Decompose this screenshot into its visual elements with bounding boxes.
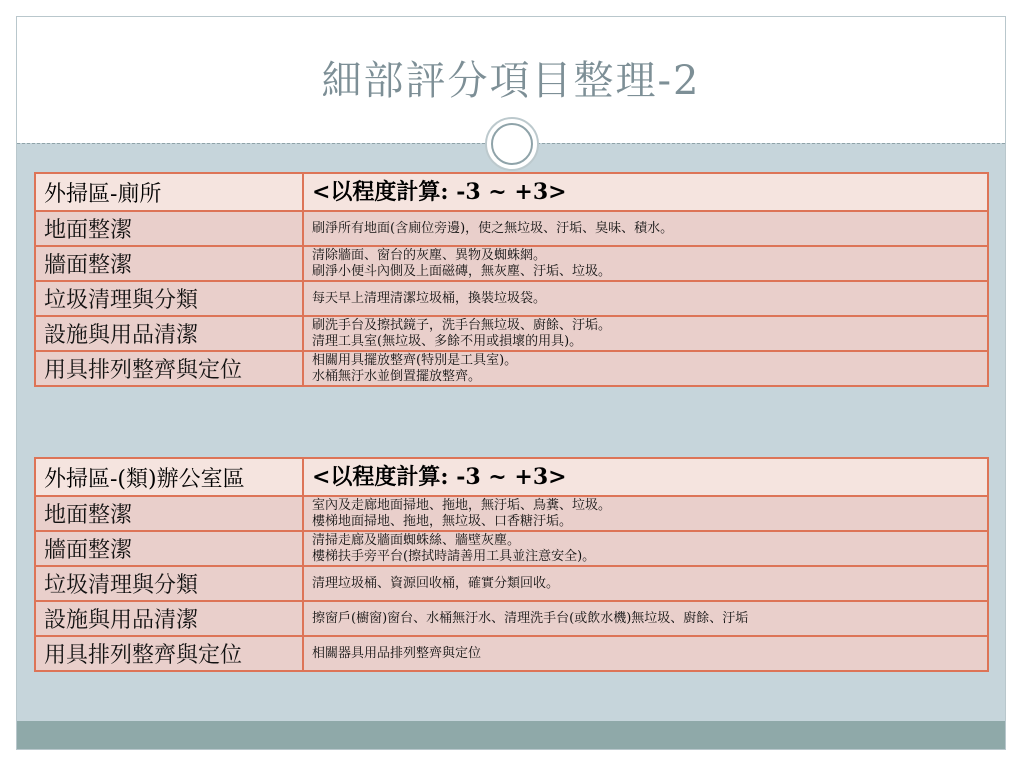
- row-item: 牆面整潔: [35, 531, 303, 566]
- description-line: 相關器具用品排列整齊與定位: [312, 645, 482, 661]
- table-row: [35, 531, 988, 566]
- row-description: [303, 496, 988, 531]
- row-description: [303, 316, 988, 351]
- restroom-score-table: [34, 172, 989, 387]
- description-line: 擦窗戶(櫥窗)窗台、水桶無汙水、清理洗手台(或飲水機)無垃圾、廚餘、汙垢: [312, 610, 749, 626]
- table-header-row: [35, 458, 988, 496]
- row-item: 地面整潔: [35, 496, 303, 531]
- circle-ornament-inner: [491, 123, 533, 165]
- row-description: [303, 246, 988, 281]
- description-line: 每天早上清理清潔垃圾桶，換裝垃圾袋。: [312, 290, 547, 306]
- table-row: [35, 636, 988, 671]
- slide-title: 細部評分項目整理-2: [321, 58, 701, 104]
- row-item: 用具排列整齊與定位: [35, 636, 303, 671]
- circle-ornament-icon: [485, 117, 539, 171]
- row-description: [303, 351, 988, 386]
- table-row: [35, 316, 988, 351]
- table-row: [35, 246, 988, 281]
- table-row: [35, 496, 988, 531]
- description-line: 清理工具室(無垃圾、多餘不用或損壞的用具)。: [312, 333, 583, 349]
- table-header-scoring: <以程度計算: -3 ~ +3>: [303, 173, 988, 211]
- description-line: 室內及走廊地面掃地、拖地，無汙垢、鳥糞、垃圾。: [312, 497, 612, 513]
- row-description: [303, 636, 988, 671]
- table-header-scoring: <以程度計算: -3 ~ +3>: [303, 458, 988, 496]
- description-line: 相關用具擺放整齊(特別是工具室)。: [312, 352, 518, 368]
- description-line: 水桶無汙水並倒置擺放整齊。: [312, 368, 482, 384]
- table-row: [35, 211, 988, 246]
- description-line: 樓梯扶手旁平台(擦拭時請善用工具並注意安全)。: [312, 548, 596, 564]
- slide: [16, 16, 1006, 750]
- row-description: [303, 211, 988, 246]
- table-row: [35, 566, 988, 601]
- description-line: 樓梯地面掃地、拖地，無垃圾、口香糖汙垢。: [312, 513, 573, 529]
- row-item: 垃圾清理與分類: [35, 566, 303, 601]
- row-description: [303, 281, 988, 316]
- description-line: 清除牆面、窗台的灰塵、異物及蜘蛛網。: [312, 247, 547, 263]
- row-item: 設施與用品清潔: [35, 316, 303, 351]
- row-item: 牆面整潔: [35, 246, 303, 281]
- table-header-row: [35, 173, 988, 211]
- table-header-area: 外掃區-(類)辦公室區: [35, 458, 303, 496]
- table-row: [35, 281, 988, 316]
- table-row: [35, 351, 988, 386]
- row-description: [303, 566, 988, 601]
- table-header-area: 外掃區-廁所: [35, 173, 303, 211]
- row-item: 地面整潔: [35, 211, 303, 246]
- office-score-table: [34, 457, 989, 672]
- row-description: [303, 531, 988, 566]
- description-line: 清掃走廊及牆面蜘蛛絲、牆壁灰塵。: [312, 532, 521, 548]
- description-line: 刷淨小便斗內側及上面磁磚，無灰塵、汙垢、垃圾。: [312, 263, 612, 279]
- footer-bar: [17, 721, 1005, 749]
- description-line: 刷洗手台及擦拭鏡子，洗手台無垃圾、廚餘、汙垢。: [312, 317, 612, 333]
- row-item: 用具排列整齊與定位: [35, 351, 303, 386]
- row-item: 設施與用品清潔: [35, 601, 303, 636]
- row-item: 垃圾清理與分類: [35, 281, 303, 316]
- description-line: 刷淨所有地面(含廁位旁邊)，使之無垃圾、汙垢、臭味、積水。: [312, 220, 674, 236]
- row-description: [303, 601, 988, 636]
- description-line: 清理垃圾桶、資源回收桶，確實分類回收。: [312, 575, 560, 591]
- table-row: [35, 601, 988, 636]
